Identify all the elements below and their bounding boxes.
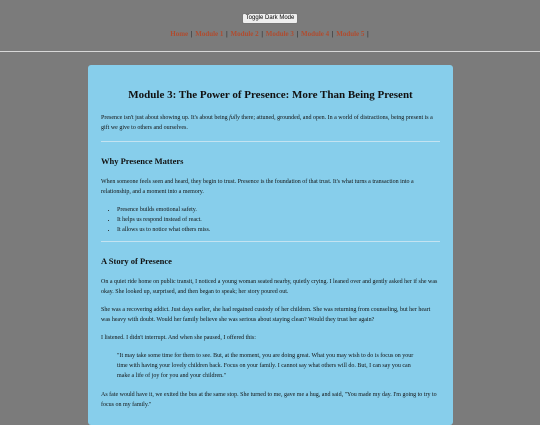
nav-separator: |: [226, 30, 228, 38]
why-presence-paragraph: When someone feels seen and heard, they begin to trust. Presence is the foundation of that trust. It's what turns a transaction into a relationship, and a moment into a memory.: [101, 179, 414, 195]
story-paragraph-2: She was a recovering addict. Just days earlier, she had regained custody of her children. She was returning from counseling, but her heart was heavy with doubt. Would her family believe she was serious about staying clean? Would they trust her again?: [101, 307, 431, 323]
nav-link-module-2[interactable]: Module 2: [230, 30, 259, 38]
list-item: • It allows us to notice what others miss.: [117, 225, 440, 235]
nav-link-home[interactable]: Home: [170, 30, 189, 38]
nav-separator: |: [296, 30, 299, 38]
nav-link-module-3[interactable]: Module 3: [265, 30, 294, 38]
story-paragraph-3: I listened. I didn't interrupt. And when she paused, I offered this:: [101, 335, 256, 341]
list-item: • It helps us respond instead of react.: [117, 215, 440, 225]
list-item: • Presence builds emotional safety.: [117, 205, 440, 215]
article-card: [88, 65, 453, 425]
nav-separator: |: [367, 30, 369, 38]
intro-text-end: there; attuned, grounded, and open. In a world of distractions, being present is a gift we give to others and ourselves.: [101, 115, 433, 131]
story-quote: "It may take some time for them to see. But, at the moment, you are doing great. What you may wish to do is focus on your time with having your lovely children back. Focus on your family. I cannot say what others will do. But, I can say you can make a life of joy for you and your children.": [117, 353, 414, 379]
toggle-dark-mode-button[interactable]: Toggle Dark Mode: [242, 13, 299, 24]
nav-separator: |: [331, 30, 334, 38]
toggle-bar: [0, 6, 540, 24]
nav-link-module-1[interactable]: Module 1: [195, 30, 224, 38]
nav-link-module-4[interactable]: Module 4: [300, 30, 330, 38]
section-heading-story: A Story of Presence: [101, 256, 172, 266]
section-divider: [101, 241, 440, 242]
story-paragraph-1: On a quiet ride home on public transit, I noticed a young woman seated nearby, quietly crying. I leaned over and gently asked her if she was okay. She looked up, surprised, and then began to speak; her story poured out.: [101, 279, 438, 295]
benefits-list: [101, 205, 440, 235]
header-divider: [0, 51, 540, 52]
intro-paragraph: [101, 113, 440, 133]
top-nav: [0, 30, 540, 38]
section-heading-why-presence: Why Presence Matters: [101, 156, 184, 166]
story-paragraph-4: As fate would have it, we exited the bus at the same stop. She turned to me, gave me a hug, and said, "You made my day. I'm going to try to focus on my family.": [101, 392, 437, 408]
intro-emphasis: fully: [229, 115, 240, 121]
nav-link-module-5[interactable]: Module 5: [336, 30, 365, 38]
nav-separator: |: [261, 30, 263, 38]
nav-separator: |: [190, 30, 193, 38]
article-title: Module 3: The Power of Presence: More Than Being Present: [128, 89, 413, 101]
intro-text: Presence isn't just about showing up. It's about being: [101, 115, 230, 121]
section-divider: [101, 141, 440, 142]
